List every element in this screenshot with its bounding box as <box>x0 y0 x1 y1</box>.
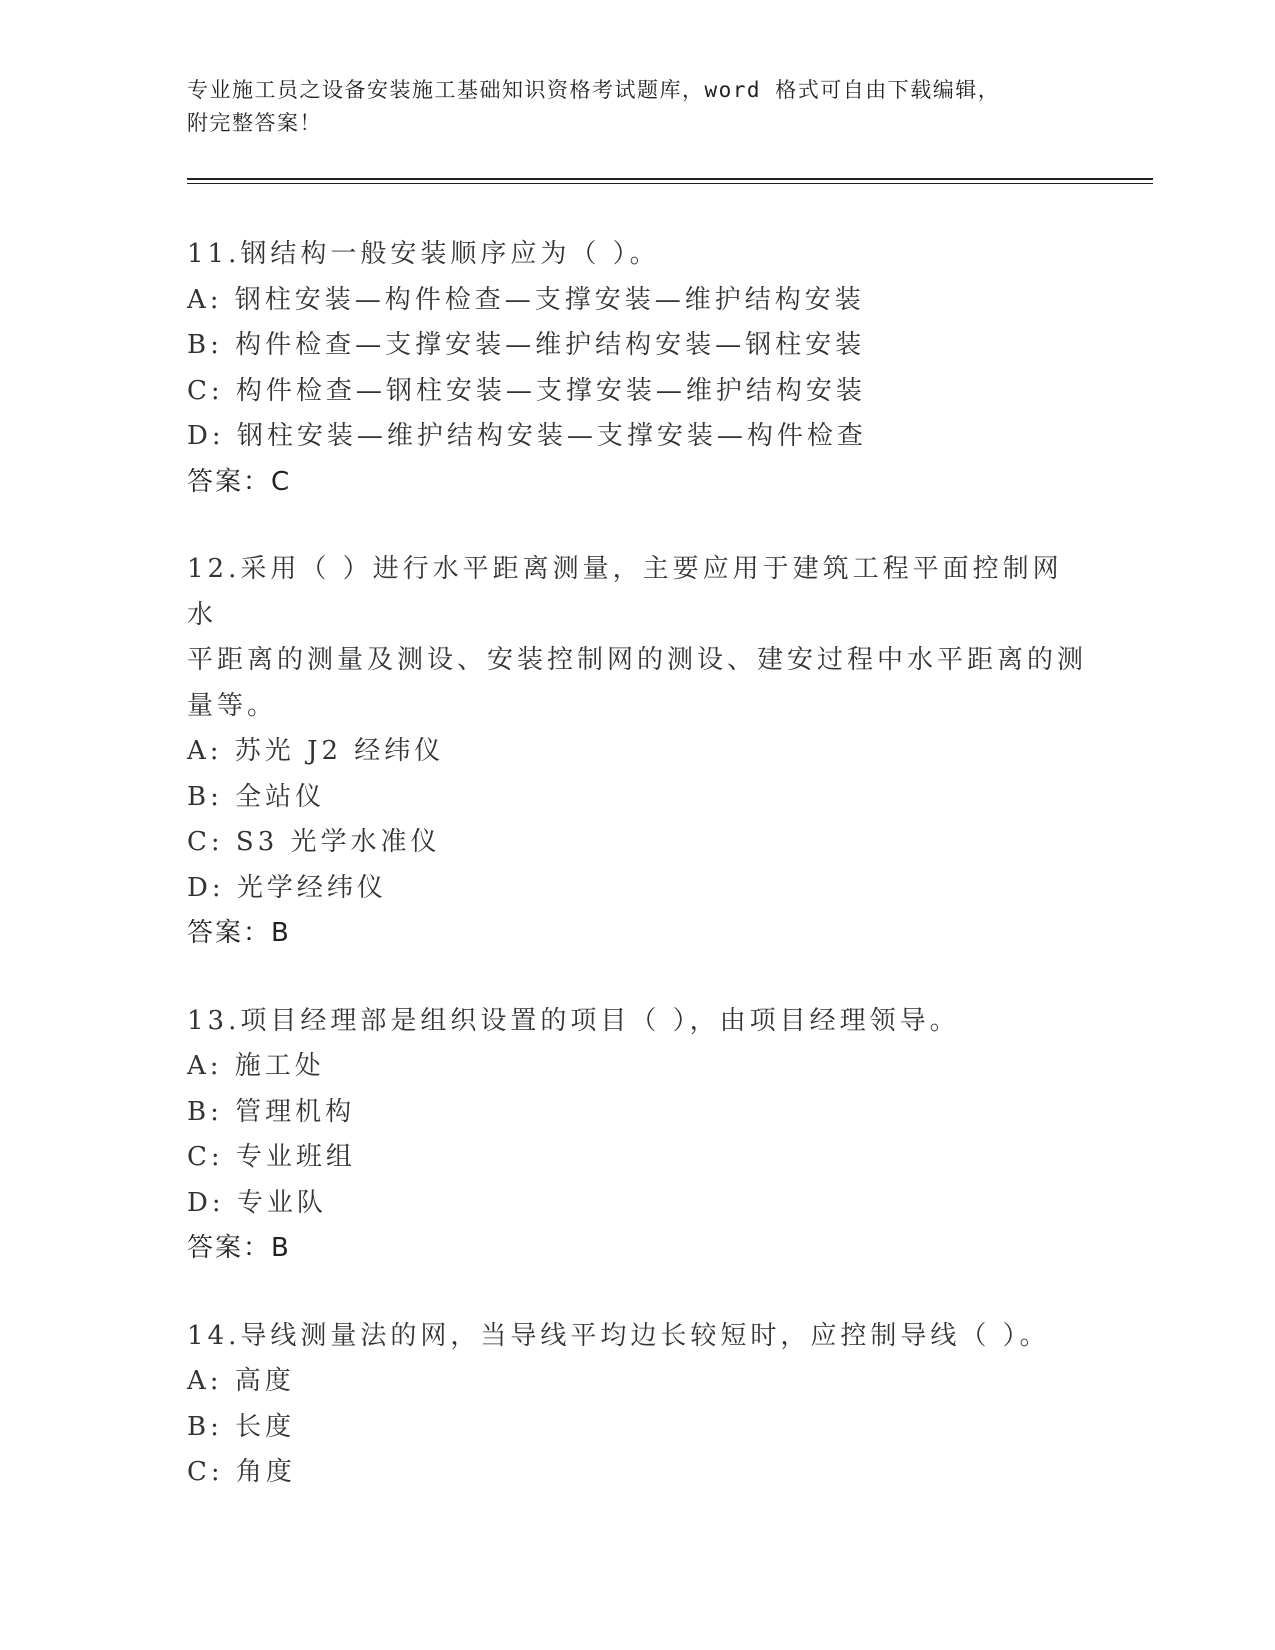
question-11 <box>187 232 1087 505</box>
answer-label: 答案：B <box>187 918 291 948</box>
option-a: A: 高度 <box>187 1366 295 1396</box>
option-a: A: 施工处 <box>187 1051 325 1081</box>
question-stem-line-3: 量等。 <box>187 690 278 721</box>
header-rule-thin <box>187 183 1153 184</box>
option-a: A: 钢柱安装—构件检查—支撑安装—维护结构安装 <box>187 284 865 315</box>
question-stem: 13.项目经理部是组织设置的项目（ ），由项目经理领导。 <box>187 1005 960 1036</box>
option-c: C: 角度 <box>187 1457 296 1487</box>
option-b: B: 构件检查—支撑安装—维护结构安装—钢柱安装 <box>187 330 866 360</box>
question-13 <box>187 999 1087 1272</box>
spacer <box>187 505 1087 547</box>
option-b: B: 长度 <box>187 1411 296 1442</box>
document-header <box>187 74 1067 140</box>
option-d: D: 专业队 <box>187 1187 327 1218</box>
option-d: D: 钢柱安装—维护结构安装—支撑安装—构件检查 <box>187 421 867 451</box>
question-stem-line-1: 12.采用（ ）进行水平距离测量，主要应用于建筑工程平面控制网水 <box>187 554 1063 630</box>
answer-label: 答案：B <box>187 1233 291 1263</box>
option-d: D: 光学经纬仪 <box>187 872 387 903</box>
option-c: C: 构件检查—钢柱安装—支撑安装—维护结构安装 <box>187 375 866 406</box>
answer-label: 答案：C <box>187 466 292 497</box>
question-stem: 11.钢结构一般安装顺序应为（ ）。 <box>187 239 660 269</box>
question-stem-line-2: 平距离的测量及测设、安装控制网的测设、建安过程中水平距离的测 <box>187 645 1088 675</box>
option-c: C: 专业班组 <box>187 1142 356 1172</box>
header-line-1: 专业施工员之设备安装施工基础知识资格考试题库，word 格式可自由下载编辑， <box>187 78 1001 102</box>
header-line-2: 附完整答案！ <box>187 111 322 135</box>
option-b: B: 全站仪 <box>187 781 326 812</box>
option-b: B: 管理机构 <box>187 1096 356 1127</box>
option-c: C: S3 光学水准仪 <box>187 827 441 857</box>
header-rule-thick <box>187 178 1153 180</box>
option-a: A: 苏光 J2 经纬仪 <box>187 736 445 766</box>
question-stem: 14.导线测量法的网，当导线平均边长较短时，应控制导线（ ）。 <box>187 1320 1050 1351</box>
question-14 <box>187 1314 1087 1496</box>
spacer <box>187 957 1087 999</box>
spacer <box>187 1272 1087 1314</box>
question-list <box>187 232 1087 1496</box>
question-12 <box>187 547 1087 957</box>
